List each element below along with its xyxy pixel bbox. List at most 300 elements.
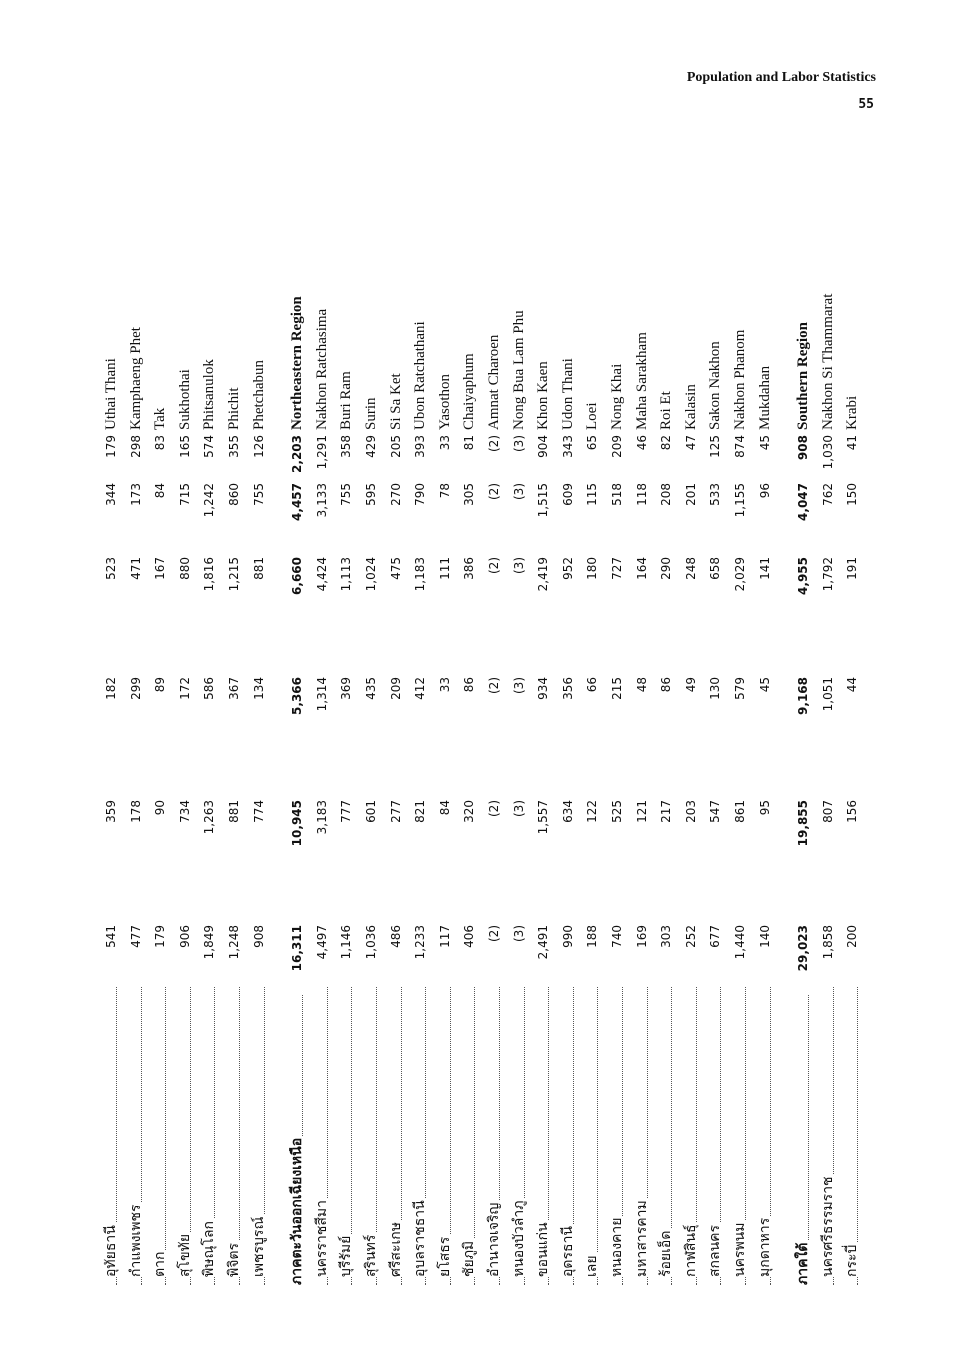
value-cell-col-1: 1,233 bbox=[413, 925, 428, 960]
value-cell-col-3: (3) bbox=[511, 677, 526, 694]
value-cell-col-6: 298 bbox=[128, 435, 143, 458]
table-region-row bbox=[792, 155, 815, 1285]
value-cell-col-5: 96 bbox=[757, 483, 772, 499]
value-cell-col-1: 188 bbox=[585, 925, 600, 948]
value-cell-col-1: 541 bbox=[104, 925, 118, 948]
value-cell-col-2: 121 bbox=[634, 800, 649, 823]
value-cell-col-2: 734 bbox=[177, 800, 192, 823]
table-row bbox=[508, 155, 531, 1285]
thai-label: เลย bbox=[584, 1255, 601, 1277]
value-cell-col-2: 601 bbox=[364, 800, 378, 823]
thai-label: ภาคตะวันออกเฉียงเหนือ bbox=[289, 1137, 306, 1285]
value-cell-col-3: 44 bbox=[845, 677, 860, 693]
value-cell-col-2: (3) bbox=[511, 800, 526, 817]
english-province-name: Nakhon Si Thammarat bbox=[819, 293, 836, 430]
value-cell-col-1: 990 bbox=[560, 925, 575, 948]
table-row bbox=[174, 155, 197, 1285]
value-cell-col-1: 1,849 bbox=[202, 925, 217, 960]
value-cell-col-2: 774 bbox=[251, 800, 266, 823]
value-cell-col-6: 65 bbox=[585, 435, 600, 451]
value-cell-col-1: (3) bbox=[511, 925, 526, 942]
table-row bbox=[360, 155, 383, 1285]
value-cell-col-4: 164 bbox=[634, 557, 649, 580]
value-cell-col-4: 4,955 bbox=[796, 557, 811, 595]
value-cell-col-4: 952 bbox=[560, 557, 575, 580]
value-cell-col-6: 393 bbox=[413, 435, 428, 458]
value-cell-col-6: 82 bbox=[659, 435, 674, 451]
value-cell-col-6: 904 bbox=[536, 435, 551, 458]
value-cell-col-5: 4,457 bbox=[290, 483, 305, 521]
value-cell-col-6: 874 bbox=[733, 435, 747, 458]
english-province-name: Northeastern Region bbox=[289, 296, 306, 430]
thai-label: กระบี่ bbox=[844, 1244, 861, 1277]
value-cell-col-2: 277 bbox=[388, 800, 403, 823]
value-cell-col-5: (3) bbox=[511, 483, 526, 500]
value-cell-col-3: 412 bbox=[413, 677, 428, 700]
value-cell-col-4: 1,816 bbox=[202, 557, 217, 592]
value-cell-col-3: 86 bbox=[659, 677, 674, 693]
value-cell-col-5: 3,133 bbox=[314, 483, 329, 518]
dot-leader bbox=[165, 987, 166, 1285]
english-province-name: Yasothon bbox=[436, 374, 453, 430]
english-province-name: Nakhon Phanom bbox=[732, 329, 748, 430]
thai-label: ยโสธร bbox=[436, 1236, 453, 1277]
value-cell-col-5: 1,515 bbox=[536, 483, 551, 518]
thai-label: หนองบัวลำภู bbox=[510, 1200, 527, 1277]
value-cell-col-1: 1,248 bbox=[227, 925, 241, 960]
value-cell-col-1: 200 bbox=[845, 925, 860, 948]
english-province-name: Buri Ram bbox=[338, 371, 355, 430]
value-cell-col-4: 1,215 bbox=[227, 557, 241, 592]
value-cell-col-5: 518 bbox=[610, 483, 624, 506]
thai-label: ชัยภูมิ bbox=[461, 1240, 478, 1277]
english-province-name: Kalasin bbox=[682, 384, 699, 430]
table-row bbox=[729, 155, 752, 1285]
dot-leader bbox=[597, 987, 598, 1285]
value-cell-col-3: (2) bbox=[487, 677, 501, 694]
value-cell-col-4: 111 bbox=[437, 557, 452, 580]
value-cell-col-4: 727 bbox=[610, 557, 624, 580]
table-row bbox=[458, 155, 481, 1285]
value-cell-col-5: (2) bbox=[487, 483, 501, 500]
value-cell-col-3: 66 bbox=[585, 677, 600, 693]
value-cell-col-2: 525 bbox=[610, 800, 624, 823]
value-cell-col-3: 215 bbox=[610, 677, 624, 700]
english-province-name: Sakon Nakhon bbox=[707, 341, 724, 430]
english-province-name: Chaiyaphum bbox=[461, 353, 478, 430]
thai-province-name bbox=[704, 987, 727, 1285]
value-cell-col-2: 634 bbox=[560, 800, 575, 823]
value-cell-col-2: 320 bbox=[462, 800, 477, 823]
value-cell-col-1: 117 bbox=[437, 925, 452, 948]
value-cell-col-5: 208 bbox=[659, 483, 674, 506]
english-province-name: Si Sa Ket bbox=[387, 373, 404, 430]
value-cell-col-2: 807 bbox=[820, 800, 835, 823]
thai-label: ภาคใต้ bbox=[795, 1242, 812, 1285]
thai-label: พิษณุโลก bbox=[201, 1220, 218, 1277]
value-cell-col-2: 777 bbox=[339, 800, 354, 823]
value-cell-col-1: 486 bbox=[388, 925, 403, 948]
table-row bbox=[198, 155, 221, 1285]
thai-label: ตาก bbox=[152, 1251, 169, 1277]
value-cell-col-2: 90 bbox=[153, 800, 168, 816]
english-province-name: Nong Bua Lam Phu bbox=[510, 310, 527, 430]
value-cell-col-6: 126 bbox=[251, 435, 266, 458]
value-cell-col-2: 3,183 bbox=[314, 800, 329, 835]
value-cell-col-6: (3) bbox=[511, 435, 526, 452]
value-cell-col-2: (2) bbox=[487, 800, 501, 817]
value-cell-col-3: 299 bbox=[128, 677, 143, 700]
table-row bbox=[631, 155, 654, 1285]
value-cell-col-5: 344 bbox=[104, 483, 118, 506]
thai-province-name bbox=[631, 987, 654, 1285]
value-cell-col-6: 165 bbox=[177, 435, 192, 458]
value-cell-col-6: 343 bbox=[560, 435, 575, 458]
thai-province-name bbox=[754, 987, 777, 1285]
thai-province-name bbox=[100, 987, 123, 1285]
english-province-name: Amnat Charoen bbox=[486, 334, 502, 430]
value-cell-col-1: 16,311 bbox=[290, 925, 305, 972]
value-cell-col-4: 167 bbox=[153, 557, 168, 580]
value-cell-col-3: 86 bbox=[462, 677, 477, 693]
value-cell-col-2: 1,263 bbox=[202, 800, 217, 835]
value-cell-col-6: 574 bbox=[202, 435, 217, 458]
value-cell-col-3: 367 bbox=[227, 677, 241, 700]
value-cell-col-5: 78 bbox=[437, 483, 452, 499]
english-province-name: Tak bbox=[152, 407, 169, 430]
value-cell-col-5: 84 bbox=[153, 483, 168, 499]
english-province-name: Krabi bbox=[844, 395, 861, 430]
table-row bbox=[704, 155, 727, 1285]
value-cell-col-4: 475 bbox=[388, 557, 403, 580]
english-province-name: Surin bbox=[363, 397, 379, 430]
value-cell-col-5: 1,155 bbox=[733, 483, 747, 518]
value-cell-col-1: 1,146 bbox=[339, 925, 354, 960]
thai-province-name bbox=[286, 995, 309, 1285]
table-row bbox=[385, 155, 408, 1285]
value-cell-col-3: 130 bbox=[708, 677, 723, 700]
thai-province-name bbox=[483, 987, 506, 1285]
thai-province-name bbox=[248, 987, 271, 1285]
value-cell-col-2: 10,945 bbox=[290, 800, 305, 847]
value-cell-col-3: 356 bbox=[560, 677, 575, 700]
table-row bbox=[754, 155, 777, 1285]
value-cell-col-4: 1,183 bbox=[413, 557, 428, 592]
value-cell-col-3: 934 bbox=[536, 677, 551, 700]
value-cell-col-4: (2) bbox=[487, 557, 501, 574]
english-province-name: Phichit bbox=[226, 387, 242, 430]
table-row bbox=[248, 155, 271, 1285]
thai-province-name bbox=[606, 987, 629, 1285]
thai-province-name bbox=[729, 987, 752, 1285]
value-cell-col-3: 89 bbox=[153, 677, 168, 693]
thai-province-name bbox=[458, 987, 481, 1285]
thai-province-name bbox=[817, 987, 840, 1285]
value-cell-col-3: 1,314 bbox=[314, 677, 329, 712]
thai-label: พิจิตร bbox=[226, 1242, 242, 1277]
value-cell-col-3: 49 bbox=[683, 677, 698, 693]
thai-label: นครราชสีมา bbox=[313, 1200, 330, 1277]
value-cell-col-4: 180 bbox=[585, 557, 600, 580]
thai-label: อุดรธานี bbox=[559, 1226, 576, 1277]
thai-province-name bbox=[335, 987, 358, 1285]
thai-label: สุรินทร์ bbox=[363, 1234, 379, 1277]
value-cell-col-3: 172 bbox=[177, 677, 192, 700]
value-cell-col-1: 1,036 bbox=[364, 925, 378, 960]
english-province-name: Ubon Ratchathani bbox=[412, 321, 429, 430]
value-cell-col-5: 118 bbox=[634, 483, 649, 506]
value-cell-col-2: 359 bbox=[104, 800, 118, 823]
thai-label: สกลนคร bbox=[707, 1224, 724, 1277]
thai-province-name bbox=[311, 987, 334, 1285]
value-cell-col-1: 740 bbox=[610, 925, 624, 948]
table-row bbox=[125, 155, 148, 1285]
thai-province-name bbox=[841, 987, 864, 1285]
value-cell-col-5: 595 bbox=[364, 483, 378, 506]
value-cell-col-1: (2) bbox=[487, 925, 501, 942]
thai-label: หนองคาย bbox=[609, 1217, 625, 1277]
thai-label: มหาสารคาม bbox=[633, 1200, 650, 1277]
value-cell-col-4: 1,792 bbox=[820, 557, 835, 592]
table-row bbox=[655, 155, 678, 1285]
thai-label: ร้อยเอ็ด bbox=[658, 1230, 675, 1277]
statistics-table-container bbox=[88, 155, 878, 1285]
english-province-name: Nong Khai bbox=[609, 363, 625, 430]
thai-province-name bbox=[680, 987, 703, 1285]
value-cell-col-5: 115 bbox=[585, 483, 600, 506]
value-cell-col-2: 217 bbox=[659, 800, 674, 823]
value-cell-col-3: 182 bbox=[104, 677, 118, 700]
english-province-name: Roi Et bbox=[658, 391, 675, 430]
thai-label: กำแพงเพชร bbox=[127, 1204, 144, 1277]
value-cell-col-6: 1,291 bbox=[314, 435, 329, 470]
value-cell-col-5: 1,242 bbox=[202, 483, 217, 518]
table-row bbox=[149, 155, 172, 1285]
value-cell-col-6: 46 bbox=[634, 435, 649, 451]
value-cell-col-6: 41 bbox=[845, 435, 860, 451]
thai-label: อำนาจเจริญ bbox=[486, 1202, 502, 1277]
value-cell-col-2: 1,557 bbox=[536, 800, 551, 835]
value-cell-col-3: 435 bbox=[364, 677, 378, 700]
value-cell-col-6: 45 bbox=[757, 435, 772, 451]
value-cell-col-1: 677 bbox=[708, 925, 723, 948]
value-cell-col-6: 83 bbox=[153, 435, 168, 451]
thai-label: นครศรีธรรมราช bbox=[819, 1176, 836, 1277]
english-province-name: Nakhon Ratchasima bbox=[313, 308, 330, 430]
value-cell-col-2: 178 bbox=[128, 800, 143, 823]
value-cell-col-4: 4,424 bbox=[314, 557, 329, 592]
value-cell-col-5: 755 bbox=[339, 483, 354, 506]
value-cell-col-4: 1,113 bbox=[339, 557, 354, 592]
value-cell-col-6: 81 bbox=[462, 435, 477, 451]
value-cell-col-6: 355 bbox=[227, 435, 241, 458]
value-cell-col-2: 19,855 bbox=[796, 800, 811, 847]
value-cell-col-4: 523 bbox=[104, 557, 118, 580]
table-row bbox=[841, 155, 864, 1285]
value-cell-col-2: 84 bbox=[437, 800, 452, 816]
thai-province-name bbox=[174, 987, 197, 1285]
value-cell-col-6: 125 bbox=[708, 435, 723, 458]
table-row bbox=[606, 155, 629, 1285]
value-cell-col-5: 270 bbox=[388, 483, 403, 506]
thai-label: ขอนแก่น bbox=[535, 1222, 552, 1277]
value-cell-col-4: 658 bbox=[708, 557, 723, 580]
value-cell-col-6: 47 bbox=[683, 435, 698, 451]
thai-label: ศรีสะเกษ bbox=[387, 1222, 404, 1277]
value-cell-col-6: 209 bbox=[610, 435, 624, 458]
value-cell-col-5: 755 bbox=[251, 483, 266, 506]
thai-province-name bbox=[655, 987, 678, 1285]
thai-province-name bbox=[434, 987, 457, 1285]
value-cell-col-5: 609 bbox=[560, 483, 575, 506]
thai-province-name bbox=[581, 987, 604, 1285]
table-row bbox=[483, 155, 506, 1285]
value-cell-col-6: 2,203 bbox=[290, 435, 305, 473]
value-cell-col-1: 29,023 bbox=[796, 925, 811, 972]
value-cell-col-4: 386 bbox=[462, 557, 477, 580]
value-cell-col-1: 906 bbox=[177, 925, 192, 948]
value-cell-col-1: 252 bbox=[683, 925, 698, 948]
value-cell-col-4: 881 bbox=[251, 557, 266, 580]
value-cell-col-5: 533 bbox=[708, 483, 723, 506]
table-row bbox=[581, 155, 604, 1285]
thai-province-name bbox=[198, 987, 221, 1285]
value-cell-col-1: 908 bbox=[251, 925, 266, 948]
statistics-table bbox=[88, 155, 878, 1285]
value-cell-col-5: 150 bbox=[845, 483, 860, 506]
table-row bbox=[817, 155, 840, 1285]
value-cell-col-2: 95 bbox=[757, 800, 772, 816]
value-cell-col-5: 173 bbox=[128, 483, 143, 506]
english-province-name: Khon Kaen bbox=[535, 361, 552, 430]
value-cell-col-3: 369 bbox=[339, 677, 354, 700]
table-row bbox=[532, 155, 555, 1285]
value-cell-col-5: 305 bbox=[462, 483, 477, 506]
value-cell-col-6: (2) bbox=[487, 435, 501, 452]
value-cell-col-2: 881 bbox=[227, 800, 241, 823]
table-row bbox=[680, 155, 703, 1285]
dot-leader bbox=[857, 987, 858, 1285]
value-cell-col-3: 209 bbox=[388, 677, 403, 700]
value-cell-col-6: 33 bbox=[437, 435, 452, 451]
value-cell-col-1: 140 bbox=[757, 925, 772, 948]
value-cell-col-6: 179 bbox=[104, 435, 118, 458]
value-cell-col-1: 4,497 bbox=[314, 925, 329, 960]
value-cell-col-4: 290 bbox=[659, 557, 674, 580]
value-cell-col-1: 477 bbox=[128, 925, 143, 948]
value-cell-col-5: 715 bbox=[177, 483, 192, 506]
value-cell-col-2: 861 bbox=[733, 800, 747, 823]
english-province-name: Phetchabun bbox=[250, 360, 267, 430]
value-cell-col-3: 45 bbox=[757, 677, 772, 693]
thai-province-name bbox=[508, 987, 531, 1285]
value-cell-col-5: 790 bbox=[413, 483, 428, 506]
value-cell-col-2: 156 bbox=[845, 800, 860, 823]
thai-label: กาฬสินธุ์ bbox=[682, 1224, 699, 1277]
english-province-name: Loei bbox=[584, 402, 601, 430]
value-cell-col-1: 1,440 bbox=[733, 925, 747, 960]
table-row bbox=[409, 155, 432, 1285]
table-row bbox=[100, 155, 123, 1285]
thai-province-name bbox=[125, 987, 148, 1285]
value-cell-col-4: 248 bbox=[683, 557, 698, 580]
page-number: 55 bbox=[858, 97, 874, 112]
thai-label: อุบลราชธานี bbox=[412, 1200, 429, 1277]
value-cell-col-3: 134 bbox=[251, 677, 266, 700]
thai-province-name bbox=[223, 987, 246, 1285]
value-cell-col-6: 1,030 bbox=[820, 435, 835, 470]
value-cell-col-3: 5,366 bbox=[290, 677, 305, 715]
value-cell-col-4: 880 bbox=[177, 557, 192, 580]
table-region-row bbox=[286, 155, 309, 1285]
english-province-name: Southern Region bbox=[795, 322, 812, 430]
value-cell-col-4: 191 bbox=[845, 557, 860, 580]
table-row bbox=[557, 155, 580, 1285]
value-cell-col-6: 205 bbox=[388, 435, 403, 458]
thai-province-name bbox=[385, 987, 408, 1285]
table-row bbox=[311, 155, 334, 1285]
value-cell-col-3: 33 bbox=[437, 677, 452, 693]
thai-label: บุรีรัมย์ bbox=[338, 1235, 355, 1277]
english-province-name: Kamphaeng Phet bbox=[127, 327, 144, 430]
value-cell-col-5: 201 bbox=[683, 483, 698, 506]
thai-label: มุกดาหาร bbox=[756, 1217, 773, 1277]
english-province-name: Uthai Thani bbox=[103, 358, 119, 430]
value-cell-col-2: 203 bbox=[683, 800, 698, 823]
value-cell-col-2: 122 bbox=[585, 800, 600, 823]
value-cell-col-1: 1,858 bbox=[820, 925, 835, 960]
value-cell-col-5: 860 bbox=[227, 483, 241, 506]
value-cell-col-6: 908 bbox=[796, 435, 811, 461]
value-cell-col-4: 2,029 bbox=[733, 557, 747, 592]
value-cell-col-1: 2,491 bbox=[536, 925, 551, 960]
value-cell-col-1: 406 bbox=[462, 925, 477, 948]
value-cell-col-5: 762 bbox=[820, 483, 835, 506]
value-cell-col-3: 579 bbox=[733, 677, 747, 700]
table-row bbox=[434, 155, 457, 1285]
value-cell-col-4: (3) bbox=[511, 557, 526, 574]
value-cell-col-2: 821 bbox=[413, 800, 428, 823]
value-cell-col-5: 4,047 bbox=[796, 483, 811, 521]
english-province-name: Phitsanulok bbox=[201, 359, 218, 430]
value-cell-col-3: 9,168 bbox=[796, 677, 811, 715]
page-header-title: Population and Labor Statistics bbox=[686, 70, 876, 85]
thai-label: อุทัยธานี bbox=[103, 1225, 119, 1277]
value-cell-col-6: 429 bbox=[364, 435, 378, 458]
value-cell-col-4: 471 bbox=[128, 557, 143, 580]
english-province-name: Udon Thani bbox=[559, 358, 576, 430]
value-cell-col-2: 547 bbox=[708, 800, 723, 823]
value-cell-col-4: 141 bbox=[757, 557, 772, 580]
value-cell-col-4: 1,024 bbox=[364, 557, 378, 592]
value-cell-col-4: 2,419 bbox=[536, 557, 551, 592]
value-cell-col-6: 358 bbox=[339, 435, 354, 458]
thai-province-name bbox=[360, 987, 383, 1285]
thai-label: นครพนม bbox=[732, 1222, 748, 1277]
thai-label: สุโขทัย bbox=[176, 1233, 193, 1277]
value-cell-col-1: 303 bbox=[659, 925, 674, 948]
english-province-name: Mukdahan bbox=[756, 365, 773, 430]
thai-province-name bbox=[792, 995, 815, 1285]
thai-province-name bbox=[557, 987, 580, 1285]
value-cell-col-3: 586 bbox=[202, 677, 217, 700]
thai-province-name bbox=[532, 987, 555, 1285]
value-cell-col-1: 179 bbox=[153, 925, 168, 948]
value-cell-col-3: 48 bbox=[634, 677, 649, 693]
value-cell-col-1: 169 bbox=[634, 925, 649, 948]
value-cell-col-4: 6,660 bbox=[290, 557, 305, 595]
english-province-name: Sukhothai bbox=[176, 369, 193, 430]
